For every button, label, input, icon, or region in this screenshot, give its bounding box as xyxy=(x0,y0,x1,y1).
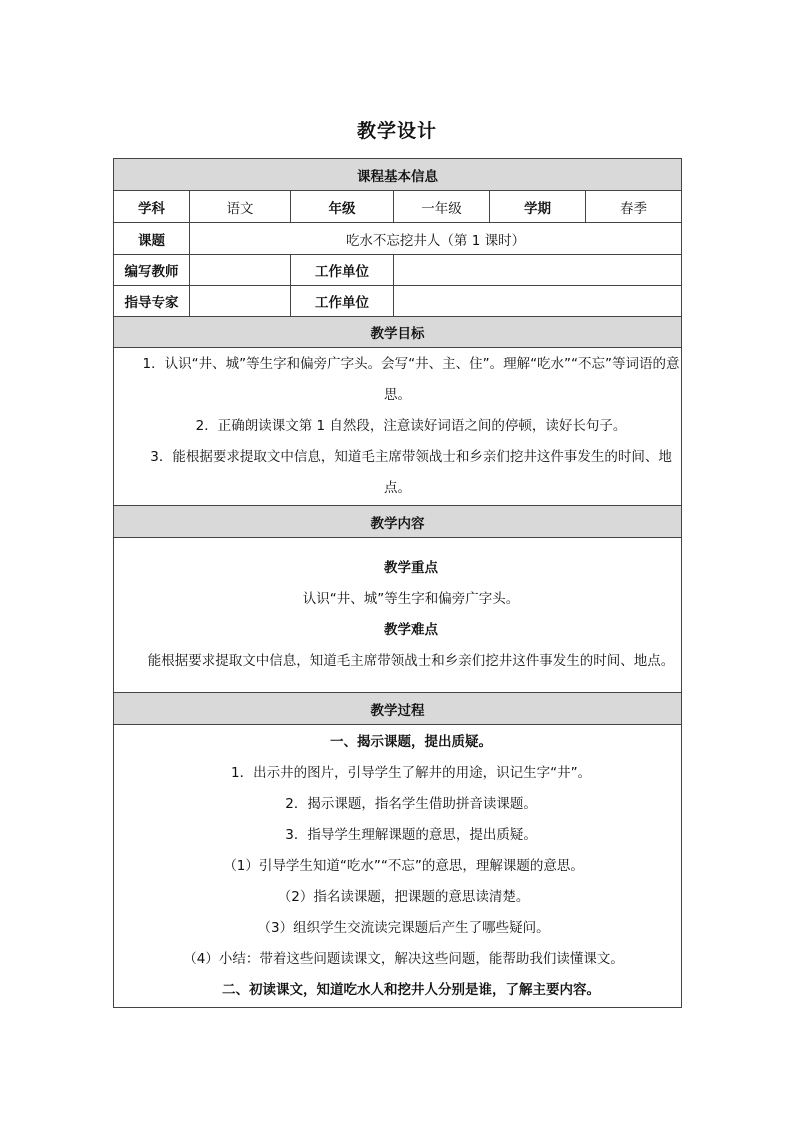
grade-label: 年级 xyxy=(291,191,394,223)
objectives-body xyxy=(114,348,682,506)
content-body xyxy=(114,538,682,693)
teacher-unit-label: 工作单位 xyxy=(291,255,394,286)
objective-item: 3．能根据要求提取文中信息，知道毛主席带领战士和乡亲们挖井这件事发生的时间、地点。 xyxy=(150,449,672,496)
topic-value: 吃水不忘挖井人（第 1 课时） xyxy=(190,223,682,255)
expert-unit-label: 工作单位 xyxy=(291,286,394,317)
document-title: 教学设计 xyxy=(356,120,437,142)
process-header: 教学过程 xyxy=(114,693,682,725)
content-header: 教学内容 xyxy=(114,506,682,538)
term-label: 学期 xyxy=(490,191,586,223)
process-sub-line: （4）小结：带着这些问题读课文，解决这些问题，能帮助我们读懂课文。 xyxy=(183,950,624,967)
key-points-text: 认识“井、城”等生字和偏旁广字头。 xyxy=(302,591,520,607)
topic-label: 课题 xyxy=(114,223,190,255)
process-line: 2．揭示课题，指名学生借助拼音读课题。 xyxy=(285,795,537,812)
difficulty-text: 能根据要求提取文中信息，知道毛主席带领战士和乡亲们挖井这件事发生的时间、地点。 xyxy=(147,653,675,669)
lesson-plan-table xyxy=(113,158,682,1008)
process-sub-line: （1）引导学生知道“吃水”“不忘”的意思，理解课题的意思。 xyxy=(223,857,584,874)
grade-value: 一年级 xyxy=(394,191,490,223)
objectives-header: 教学目标 xyxy=(114,317,682,348)
teacher-unit-value xyxy=(394,255,682,286)
process-body xyxy=(114,725,682,1008)
process-step-heading: 二、初读课文，知道吃水人和挖井人分别是谁，了解主要内容。 xyxy=(222,981,601,998)
objective-item: 2．正确朗读课文第 1 自然段，注意读好词语之间的停顿，读好长句子。 xyxy=(195,418,627,434)
subject-value: 语文 xyxy=(190,191,291,223)
teacher-label: 编写教师 xyxy=(114,255,190,286)
objective-item: 1．认识“井、城”等生字和偏旁广字头。会写“井、主、住”。理解“吃水”“不忘”等词语的意思。 xyxy=(142,356,680,403)
process-line: 3．指导学生理解课题的意思，提出质疑。 xyxy=(285,826,537,843)
teacher-value xyxy=(190,255,291,286)
basic-info-header: 课程基本信息 xyxy=(114,159,682,191)
process-sub-line: （2）指名读课题，把课题的意思读清楚。 xyxy=(277,888,530,905)
process-step-heading: 一、揭示课题，提出质疑。 xyxy=(330,733,493,750)
key-points-label: 教学重点 xyxy=(384,560,439,576)
expert-value xyxy=(190,286,291,317)
process-sub-line: （3）组织学生交流读完课题后产生了哪些疑问。 xyxy=(257,919,550,936)
expert-label: 指导专家 xyxy=(114,286,190,317)
expert-unit-value xyxy=(394,286,682,317)
difficulty-label: 教学难点 xyxy=(384,622,439,638)
subject-label: 学科 xyxy=(114,191,190,223)
process-line: 1．出示井的图片，引导学生了解井的用途，识记生字“井”。 xyxy=(230,764,592,781)
term-value: 春季 xyxy=(586,191,682,223)
